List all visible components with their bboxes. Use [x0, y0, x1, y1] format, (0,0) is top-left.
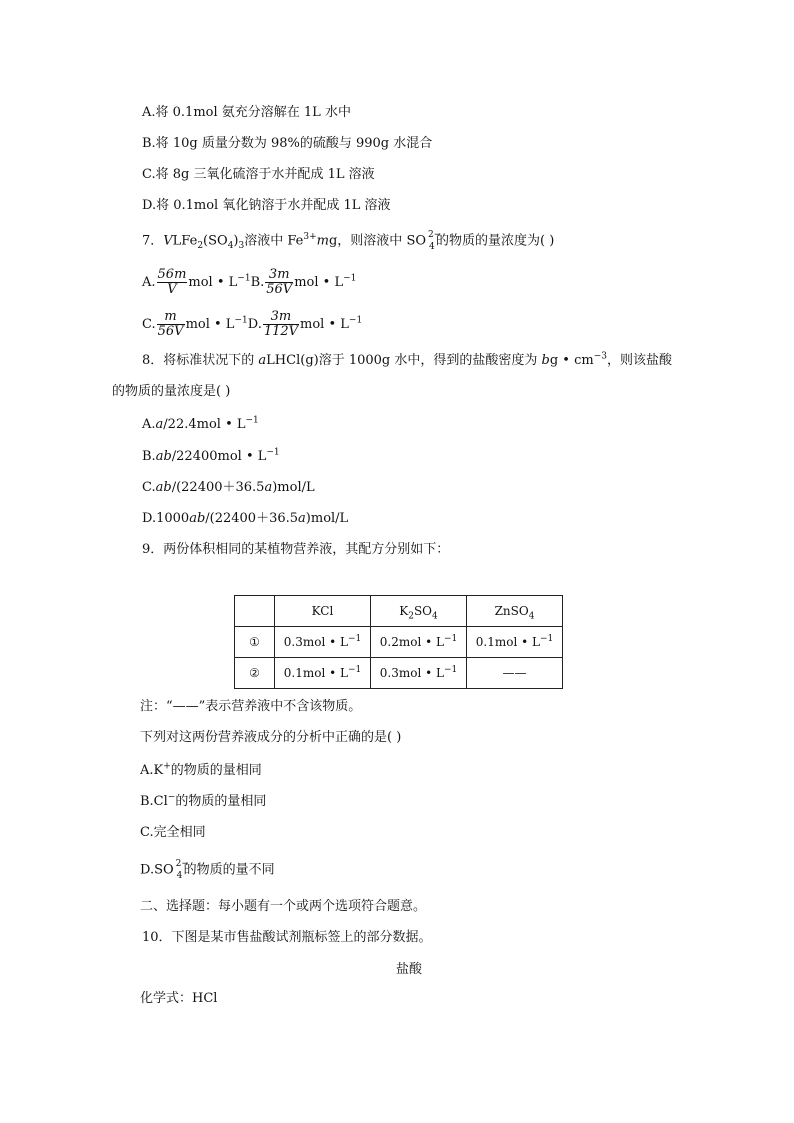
q7-options-cd: C. $\frac{m}{56V}$ mol • $L^{-1}D$. $\frac{3m}{112V}$ mol • $L^{-1}$	[142, 309, 363, 339]
q7-c-fraction: $\frac{m}{56V}$	[157, 309, 184, 339]
table-row	[235, 658, 563, 689]
q8-option-b: B.ab/22400mol • $L^{-1}$	[142, 447, 280, 464]
q8-stem-line1: 8．将标准状况下的 aLHCl(g)溶于 1000g 水中，得到的盐酸密度为 bg • $cm^{-3}$，则该盐酸	[142, 351, 673, 368]
q9-option-b: B.Cl−的物质的量相同	[140, 792, 267, 809]
q10-formula: 化学式：HCl	[140, 991, 218, 1006]
table-cell: 0.1mol • $L^{-1}$	[467, 627, 563, 658]
q6-option-b: B.将 10g 质量分数为 98%的硫酸与 990g 水混合	[142, 136, 433, 151]
q9-option-a: A.K+的物质的量相同	[140, 761, 262, 778]
q7-b-fraction: $\frac{3m}{56V}$	[266, 267, 293, 297]
table-cell: 0.3mol • $L^{-1}$	[371, 658, 467, 689]
q10-stem: 10．下图是某市售盐酸试剂瓶标签上的部分数据。	[142, 930, 432, 945]
table-row-id: ①	[235, 627, 275, 658]
q6-option-a: A.将 0.1mol 氨充分溶解在 1L 水中	[142, 105, 351, 120]
sulfate-ion-script: 2− 4	[175, 859, 189, 881]
q8-stem-line2: 的物质的量浓度是( )	[112, 384, 231, 399]
q7-d-fraction: $\frac{3m}{112V}$	[263, 309, 299, 339]
q7-stem: 7．$VLFe_2(SO_4)_3$溶液中 $Fe^{3+}mg$，则溶液中 SO 2− 4 的物质的量浓度为( )	[142, 230, 555, 252]
table-cell: 0.3mol • $L^{-1}$	[275, 627, 371, 658]
q8-option-a: A.a/22.4mol • $L^{-1}$	[142, 415, 259, 432]
table-cell: ——	[467, 658, 563, 689]
table-header-kcl: KCl	[275, 596, 371, 627]
q7-a-fraction: $\frac{56m}{V}$	[157, 267, 187, 297]
table-row	[235, 627, 563, 658]
q9-option-d: D.SO 2− 4 的物质的量不同	[140, 859, 275, 881]
section-heading: 二、选择题：每小题有一个或两个选项符合题意。	[140, 899, 427, 914]
table-cell: 0.2mol • $L^{-1}$	[371, 627, 467, 658]
q9-note: 注：“——”表示营养液中不含该物质。	[140, 699, 362, 714]
table-row-id: ②	[235, 658, 275, 689]
nutrient-formula-table	[234, 595, 563, 689]
q8-option-c: C.ab/(22400＋36.5a)mol/L	[142, 480, 315, 495]
q7-options-ab: A. $\frac{56m}{V}$ mol • $L^{-1}B$. $\frac{3m}{56V}$ mol • $L^{-1}$	[142, 267, 357, 297]
table-header-znso4: ZnSO$_4$	[467, 596, 563, 627]
table-corner-cell	[235, 596, 275, 627]
sulfate-ion-script: 2− 4	[428, 230, 442, 252]
q9-stem: 9．两份体积相同的某植物营养液，其配方分别如下：	[142, 542, 450, 557]
q6-option-c: C.将 8g 三氧化硫溶于水并配成 1L 溶液	[142, 167, 375, 182]
table-cell: 0.1mol • $L^{-1}$	[275, 658, 371, 689]
q8-option-d: D.1000ab/(22400＋36.5a)mol/L	[142, 511, 349, 526]
q6-option-d: D.将 0.1mol 氧化钠溶于水并配成 1L 溶液	[142, 198, 391, 213]
q10-label-title: 盐酸	[396, 962, 423, 977]
table-header-k2so4: $K_2SO_4$	[371, 596, 467, 627]
q9-option-c: C.完全相同	[140, 825, 206, 840]
q9-question: 下列对这两份营养液成分的分析中正确的是( )	[140, 730, 402, 745]
table-header-row	[235, 596, 563, 627]
